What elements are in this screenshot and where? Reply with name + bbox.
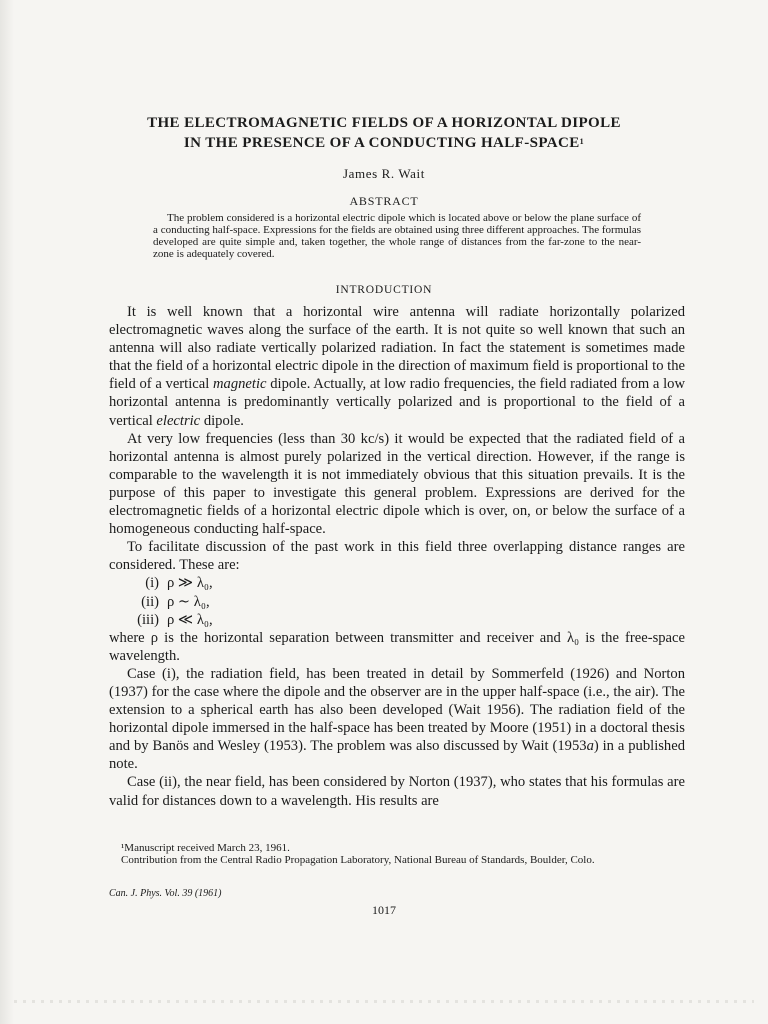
list-item: (ii) ρ ∼ λ₀, bbox=[141, 593, 210, 610]
list-item: (i) ρ ≫ λ₀, bbox=[145, 575, 213, 592]
author-name: James R. Wait bbox=[343, 166, 425, 181]
journal-citation: Can. J. Phys. Vol. 39 (1961) bbox=[109, 888, 222, 899]
paragraph-4: where ρ is the horizontal separation between transmitter and receiver and λ₀ is the free-space wavelength. bbox=[109, 629, 685, 664]
distance-ranges-list bbox=[109, 574, 685, 628]
scan-noise bbox=[14, 1000, 754, 1003]
introduction-heading: INTRODUCTION bbox=[335, 284, 433, 296]
paragraph-2: At very low frequencies (less than 30 kc/s) it would be expected that the radiated field of a horizontal antenna is almost purely polarized in the vertical direction. However, if the range is comparable to the wavelength it is not immediately obvious that this situation prevails. It is the purpose of this paper to investigate this general problem. Expressions are derived for the electromagnetic fields of a horizontal electric dipole which is over, on, or below the surface of a homogeneous conducting half-space. bbox=[109, 430, 685, 538]
title-footnote-mark: 1 bbox=[579, 137, 585, 146]
abstract-heading: ABSTRACT bbox=[349, 194, 419, 208]
footnote-received: ¹Manuscript received March 23, 1961. bbox=[121, 842, 290, 854]
abstract-text: The problem considered is a horizontal electric dipole which is located above or below the plane surface of a conducting half-space. Expressions for the fields are obtained using three different approaches. The formulas developed are quite simple and, taken together, the whole range of distances from the far-zone to the near-zone is adequately covered. bbox=[153, 212, 641, 261]
title-line-1: THE ELECTROMAGNETIC FIELDS OF A HORIZONTAL DIPOLE bbox=[147, 115, 621, 131]
page-number: 1017 bbox=[372, 903, 396, 917]
paragraph-1: It is well known that a horizontal wire antenna will radiate horizontally polarized electromagnetic waves along the surface of the earth. It is not quite so well known that such an antenna will also radiate vertically polarized radiation. In fact the statement is sometimes made that the field of a horizontal electric dipole in the direction of maximum field is proportional to the field of a vertical magnetic dipole. Actually, at low radio frequencies, the field radiated from a low horizontal antenna is predominantly vertically polarized and is proportional to the field of a vertical electric dipole. bbox=[109, 304, 685, 429]
footnotes bbox=[109, 842, 685, 866]
paragraph-5: Case (i), the radiation field, has been treated in detail by Sommerfeld (1926) and Norton (1937) for the case where the dipole and the observer are in the upper half-space (i.e., the air). The extension to a spherical earth has also been developed (Wait 1956). The radiation field of the horizontal dipole immersed in the half-space has been treated by Moore (1951) in a doctoral thesis and by Banös and Wesley (1953). The problem was also discussed by Wait (1953a) in a published note. bbox=[109, 665, 685, 773]
title-line-2: IN THE PRESENCE OF A CONDUCTING HALF-SPACE$^1$ bbox=[183, 135, 585, 151]
scan-edge bbox=[0, 0, 14, 1024]
paragraph-3: To facilitate discussion of the past work in this field three overlapping distance ranges are considered. These are: bbox=[109, 539, 685, 574]
paragraph-6: Case (ii), the near field, has been considered by Norton (1937), who states that his formulas are valid for distances down to a wavelength. His results are bbox=[109, 774, 685, 809]
list-item: (iii) ρ ≪ λ₀, bbox=[137, 611, 213, 628]
footnote-contribution: Contribution from the Central Radio Propagation Laboratory, National Bureau of Standards, Boulder, Colo. bbox=[121, 854, 595, 867]
body-text bbox=[109, 303, 685, 810]
